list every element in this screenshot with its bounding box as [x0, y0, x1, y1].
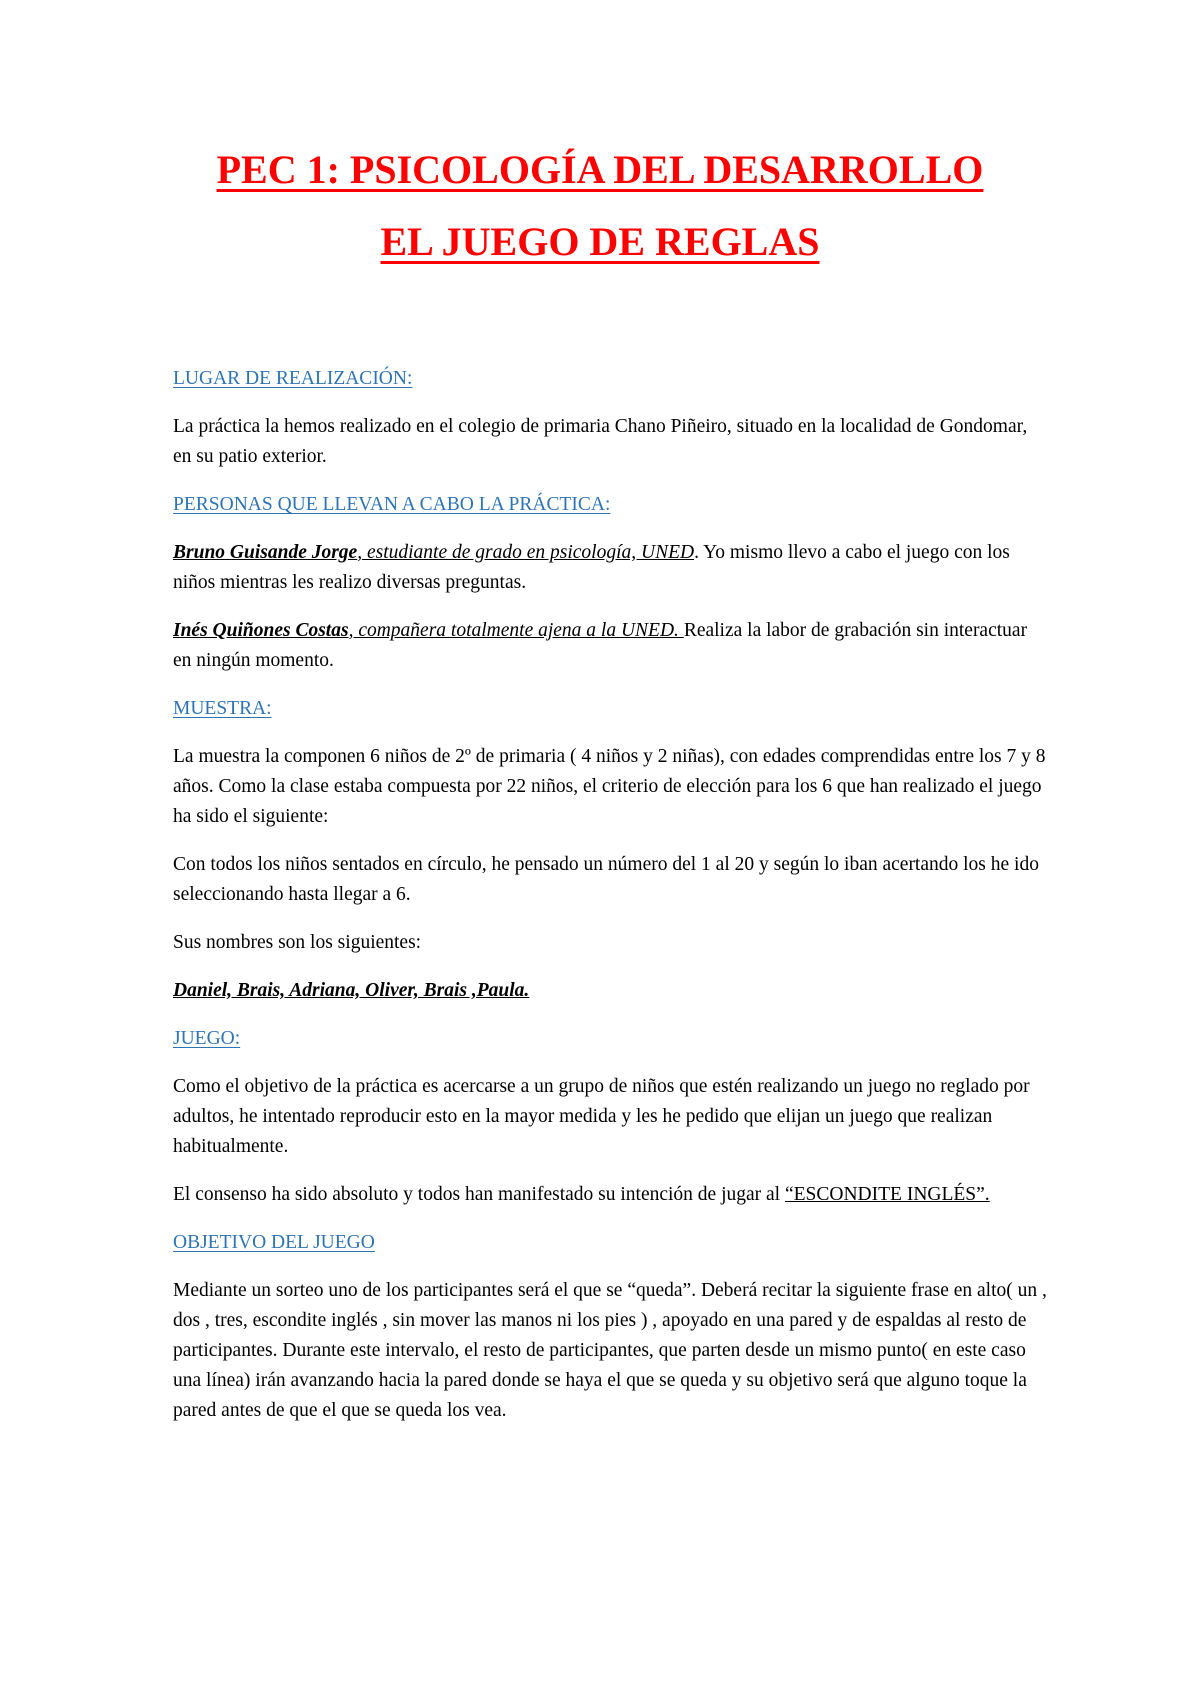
paragraph-juego-1: Como el objetivo de la práctica es acercarse a un grupo de niños que estén realizando un juego no reglado por adultos, he intentado reproducir esto en la mayor medida y les he pedido que elijan un juego que realizan habitualmente. — [173, 1076, 1030, 1157]
paragraph-objetivo: Mediante un sorteo uno de los participantes será el que se “queda”. Deberá recitar la siguiente frase en alto( un , dos , tres, escondite inglés , sin mover las manos ni los pies ) , apoyado en una pared y de espaldas al resto de participantes. Durante este intervalo, el resto de participantes, que parten desde un mismo punto( en este caso una línea) irán avanzando hacia la pared donde se haya el que se queda y su objetivo será que alguno toque la pared antes de que el que se queda los vea. — [173, 1280, 1047, 1421]
participant-names: Daniel, Brais, Adriana, Oliver, Brais ,Paula. — [173, 980, 530, 1001]
section-heading-juego: JUEGO: — [173, 1028, 241, 1049]
section-heading-objetivo: OBJETIVO DEL JUEGO — [173, 1232, 375, 1253]
paragraph-muestra-3: Sus nombres son los siguientes: — [173, 932, 422, 953]
section-heading-personas: PERSONAS QUE LLEVAN A CABO LA PRÁCTICA: — [173, 494, 611, 515]
person-2-name: Inés Quiñones Costas — [173, 620, 349, 641]
game-name: “ESCONDITE INGLÉS”. — [784, 1184, 990, 1205]
person-1-role: , estudiante de grado en psicología, UNED — [357, 542, 695, 563]
person-2-role: , compañera totalmente ajena a la UNED. — [348, 620, 684, 641]
paragraph-juego-2 — [173, 1180, 1048, 1210]
document-subtitle: EL JUEGO DE REGLAS — [380, 219, 820, 264]
section-heading-lugar: LUGAR DE REALIZACIÓN: — [173, 368, 413, 389]
person-2-text: Realiza la labor de grabación sin interactuar en ningún momento. — [173, 620, 1028, 671]
paragraph-person-2 — [173, 616, 1048, 676]
document-title: PEC 1: PSICOLOGÍA DEL DESARROLLO — [216, 147, 984, 192]
paragraph-person-1 — [173, 538, 1048, 598]
person-1-name: Bruno Guisande Jorge — [173, 542, 358, 563]
person-1-text: . Yo mismo llevo a cabo el juego con los niños mientras les realizo diversas preguntas. — [173, 542, 1010, 593]
section-heading-muestra: MUESTRA: — [173, 698, 272, 719]
document-body — [173, 364, 1048, 1444]
juego-2-text: El consenso ha sido absoluto y todos han manifestado su intención de jugar al — [173, 1184, 785, 1205]
paragraph-muestra-1: La muestra la componen 6 niños de 2º de primaria ( 4 niños y 2 niñas), con edades comprendidas entre los 7 y 8 años. Como la clase estaba compuesta por 22 niños, el criterio de elección para los 6 que han realizado el juego ha sido el siguiente: — [173, 746, 1046, 827]
paragraph-lugar: La práctica la hemos realizado en el colegio de primaria Chano Piñeiro, situado en la localidad de Gondomar, en su patio exterior. — [173, 416, 1028, 467]
paragraph-muestra-2: Con todos los niños sentados en círculo, he pensado un número del 1 al 20 y según lo iban acertando los he ido seleccionando hasta llegar a 6. — [173, 854, 1039, 905]
